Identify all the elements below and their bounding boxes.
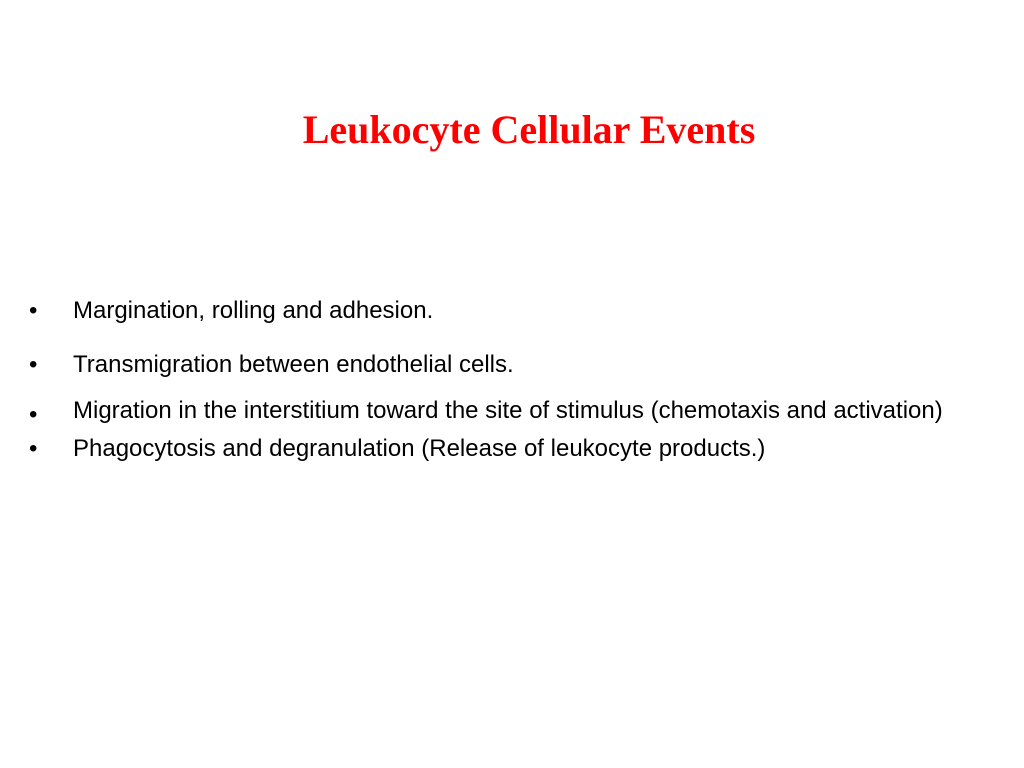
bullet-text: Phagocytosis and degranulation (Release of leukocyte products.) — [73, 435, 766, 462]
bullet-list — [0, 292, 1024, 467]
bullet-text: Transmigration between endothelial cells. — [73, 351, 514, 378]
bullet-icon: • — [29, 297, 38, 324]
bullet-text: Migration in the interstitium toward the site of stimulus (chemotaxis and activation) — [73, 397, 943, 424]
bullet-text: Margination, rolling and adhesion. — [73, 297, 434, 324]
list-item — [0, 430, 1024, 467]
slide-title: Leukocyte Cellular Events — [302, 107, 756, 152]
list-item — [0, 387, 1024, 434]
bullet-icon: • — [29, 351, 38, 378]
list-item — [0, 292, 1024, 329]
bullet-icon: • — [29, 435, 38, 462]
bullet-icon: • — [29, 401, 38, 428]
list-item — [0, 346, 1024, 383]
